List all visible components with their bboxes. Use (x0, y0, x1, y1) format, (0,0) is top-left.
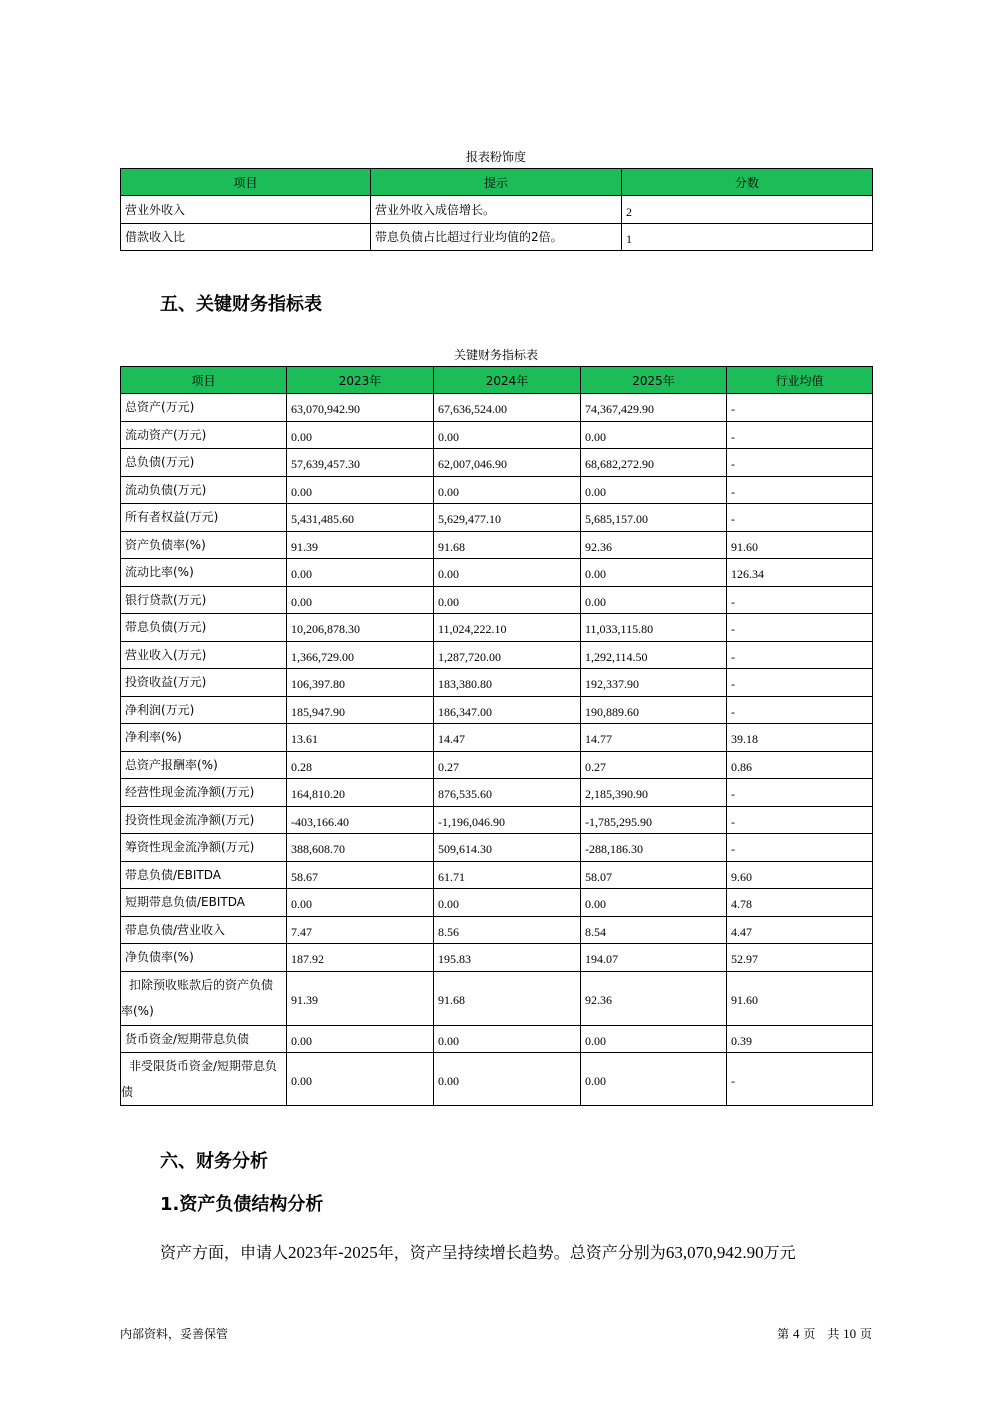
report-whitewash-table (120, 168, 873, 251)
table-row (121, 916, 873, 944)
footer-current-page: 4 (792, 1326, 800, 1341)
t2-cell: 9.60 (727, 861, 873, 889)
t2-cell: 0.00 (287, 476, 434, 504)
t2-cell: - (727, 394, 873, 422)
t1-cell: 营业外收入成倍增长。 (371, 196, 622, 224)
t1-header-hint: 提示 (371, 169, 622, 196)
table-row (121, 614, 873, 642)
table-row (121, 224, 873, 251)
section5-title: 五、关键财务指标表 (160, 294, 322, 315)
t2-cell: 0.00 (434, 1052, 581, 1105)
t2-cell: 1,292,114.50 (581, 641, 727, 669)
t2-cell: 0.00 (287, 1025, 434, 1052)
t2-header-2025: 2025年 (581, 367, 727, 394)
t2-cell: 8.56 (434, 916, 581, 944)
t2-cell: 1,287,720.00 (434, 641, 581, 669)
t2-cell: -403,166.40 (287, 806, 434, 834)
t2-cell: 61.71 (434, 861, 581, 889)
t2-cell: -1,785,295.90 (581, 806, 727, 834)
t2-cell: 0.00 (434, 586, 581, 614)
t2-cell: - (727, 669, 873, 697)
section6-title: 六、财务分析 (160, 1151, 268, 1172)
t2-cell: 62,007,046.90 (434, 449, 581, 477)
t2-cell: - (727, 1052, 873, 1105)
t2-cell: - (727, 779, 873, 807)
t2-cell: 4.78 (727, 889, 873, 917)
t2-row-label: 所有者权益(万元) (121, 504, 287, 532)
table-row (121, 586, 873, 614)
t2-cell: 1,366,729.00 (287, 641, 434, 669)
t2-row-label: 经营性现金流净额(万元) (121, 779, 287, 807)
table-row (121, 696, 873, 724)
t2-cell: 0.00 (434, 1025, 581, 1052)
t2-cell: 0.00 (434, 889, 581, 917)
t2-row-label: 带息负债/EBITDA (121, 861, 287, 889)
t2-cell: 388,608.70 (287, 834, 434, 862)
t2-cell: 7.47 (287, 916, 434, 944)
t2-row-label: 流动资产(万元) (121, 421, 287, 449)
analysis-paragraph (160, 1240, 796, 1263)
table-row (121, 559, 873, 587)
footer-total-pages: 10 (843, 1326, 857, 1341)
t2-cell: 0.27 (581, 751, 727, 779)
table1-caption: 报表粉饰度 (465, 150, 526, 164)
para-year-end: 2025 (343, 1243, 378, 1262)
t2-cell: - (727, 614, 873, 642)
t2-header-2023: 2023年 (287, 367, 434, 394)
t2-cell: 0.00 (287, 1052, 434, 1105)
footer-page-mid: 页 共 (803, 1327, 840, 1341)
t2-cell: 0.86 (727, 751, 873, 779)
t2-cell: 2,185,390.90 (581, 779, 727, 807)
section6-sub1-title: 1.资产负债结构分析 (160, 1194, 324, 1215)
t2-row-label: 营业收入(万元) (121, 641, 287, 669)
para-text: 资产方面，申请人 (160, 1243, 289, 1262)
footer-confidential: 内部资料，妥善保管 (120, 1327, 229, 1341)
t2-row-label: 非受限货币资金/短期带息负债 (121, 1052, 287, 1105)
footer-page-prefix: 第 (777, 1327, 790, 1341)
key-financial-indicators-table (120, 366, 873, 1106)
t2-cell: 5,685,157.00 (581, 504, 727, 532)
t2-cell: 0.00 (581, 559, 727, 587)
t2-cell: 0.00 (434, 421, 581, 449)
t1-header-score: 分数 (622, 169, 873, 196)
t2-cell: 92.36 (581, 531, 727, 559)
t2-row-label: 货币资金/短期带息负债 (121, 1025, 287, 1052)
para-total-assets: 63,070,942.90 (665, 1243, 764, 1262)
t2-row-label: 扣除预收账款后的资产负债率(%) (121, 971, 287, 1025)
para-text: 年- (322, 1243, 344, 1262)
footer-page-number (777, 1325, 872, 1342)
t2-row-label: 流动负债(万元) (121, 476, 287, 504)
t2-cell: 0.28 (287, 751, 434, 779)
t2-cell: 52.97 (727, 944, 873, 972)
t2-cell: 14.47 (434, 724, 581, 752)
table-row (121, 1025, 873, 1052)
table-row (121, 196, 873, 224)
table-row (121, 1052, 873, 1105)
t2-cell: 91.39 (287, 971, 434, 1025)
t2-cell: 57,639,457.30 (287, 449, 434, 477)
t2-cell: 192,337.90 (581, 669, 727, 697)
table-row (121, 806, 873, 834)
t1-header-item: 项目 (121, 169, 371, 196)
t2-cell: - (727, 834, 873, 862)
t1-cell: 2 (622, 196, 873, 224)
footer-page-suffix: 页 (859, 1327, 872, 1341)
t2-cell: - (727, 696, 873, 724)
t2-row-label: 带息负债(万元) (121, 614, 287, 642)
table2-caption: 关键财务指标表 (453, 348, 538, 362)
t2-cell: 185,947.90 (287, 696, 434, 724)
t2-cell: - (727, 421, 873, 449)
t2-cell: -288,186.30 (581, 834, 727, 862)
t2-cell: - (727, 504, 873, 532)
t2-row-label: 带息负债/营业收入 (121, 916, 287, 944)
t2-row-label: 投资收益(万元) (121, 669, 287, 697)
para-text: 万元 (763, 1243, 796, 1262)
t2-cell: 91.39 (287, 531, 434, 559)
t2-cell: - (727, 806, 873, 834)
t1-cell: 1 (622, 224, 873, 251)
t1-cell: 带息负债占比超过行业均值的2倍。 (371, 224, 622, 251)
t2-cell: 91.60 (727, 531, 873, 559)
t2-cell: 0.00 (287, 421, 434, 449)
para-year-start: 2023 (288, 1243, 323, 1262)
t2-cell: 186,347.00 (434, 696, 581, 724)
t2-cell: 11,033,115.80 (581, 614, 727, 642)
table-row (121, 421, 873, 449)
t2-cell: -1,196,046.90 (434, 806, 581, 834)
table-row (121, 751, 873, 779)
t2-cell: 8.54 (581, 916, 727, 944)
t2-cell: 91.60 (727, 971, 873, 1025)
t2-header-2024: 2024年 (434, 367, 581, 394)
table-row (121, 779, 873, 807)
t2-cell: 63,070,942.90 (287, 394, 434, 422)
t2-cell: 195.83 (434, 944, 581, 972)
t2-row-label: 资产负债率(%) (121, 531, 287, 559)
t2-cell: 5,431,485.60 (287, 504, 434, 532)
t2-cell: 4.47 (727, 916, 873, 944)
t2-row-label: 总资产报酬率(%) (121, 751, 287, 779)
t2-cell: 0.00 (581, 889, 727, 917)
t2-cell: 0.00 (287, 586, 434, 614)
t2-cell: 14.77 (581, 724, 727, 752)
table-row (121, 449, 873, 477)
table-row (121, 971, 873, 1025)
t2-cell: 11,024,222.10 (434, 614, 581, 642)
table-row (121, 476, 873, 504)
t2-cell: 876,535.60 (434, 779, 581, 807)
t2-cell: 0.00 (581, 1025, 727, 1052)
t2-cell: - (727, 586, 873, 614)
para-text: 年，资产呈持续增长趋势。总资产分别为 (377, 1243, 666, 1262)
t2-row-label: 总负债(万元) (121, 449, 287, 477)
t2-cell: 74,367,429.90 (581, 394, 727, 422)
t2-cell: - (727, 641, 873, 669)
t1-cell: 营业外收入 (121, 196, 371, 224)
t2-row-label: 投资性现金流净额(万元) (121, 806, 287, 834)
t2-row-label: 净负债率(%) (121, 944, 287, 972)
t2-cell: 126.34 (727, 559, 873, 587)
t2-header-industry-avg: 行业均值 (727, 367, 873, 394)
t2-cell: 10,206,878.30 (287, 614, 434, 642)
t2-cell: 0.00 (581, 586, 727, 614)
t2-row-label: 净利率(%) (121, 724, 287, 752)
t2-cell: 187.92 (287, 944, 434, 972)
t2-cell: 106,397.80 (287, 669, 434, 697)
t2-cell: 183,380.80 (434, 669, 581, 697)
table-row (121, 669, 873, 697)
table-row (121, 889, 873, 917)
t2-cell: - (727, 449, 873, 477)
t2-cell: 67,636,524.00 (434, 394, 581, 422)
t2-row-label: 总资产(万元) (121, 394, 287, 422)
t2-cell: 39.18 (727, 724, 873, 752)
t2-cell: 91.68 (434, 971, 581, 1025)
table-row (121, 834, 873, 862)
table-row (121, 724, 873, 752)
t2-cell: 164,810.20 (287, 779, 434, 807)
t2-cell: 5,629,477.10 (434, 504, 581, 532)
t2-row-label: 筹资性现金流净额(万元) (121, 834, 287, 862)
t2-cell: 509,614.30 (434, 834, 581, 862)
t2-cell: 0.00 (581, 476, 727, 504)
t2-cell: 0.00 (434, 476, 581, 504)
t2-cell: 58.07 (581, 861, 727, 889)
t2-cell: 0.00 (287, 889, 434, 917)
table-row (121, 504, 873, 532)
t2-row-label: 短期带息负债/EBITDA (121, 889, 287, 917)
t2-cell: 0.27 (434, 751, 581, 779)
t2-cell: 0.00 (287, 559, 434, 587)
t2-cell: - (727, 476, 873, 504)
t1-cell: 借款收入比 (121, 224, 371, 251)
t2-cell: 194.07 (581, 944, 727, 972)
t2-header-item: 项目 (121, 367, 287, 394)
t2-row-label: 净利润(万元) (121, 696, 287, 724)
t2-cell: 190,889.60 (581, 696, 727, 724)
table-row (121, 641, 873, 669)
t2-cell: 0.00 (434, 559, 581, 587)
t2-cell: 0.00 (581, 421, 727, 449)
t2-cell: 0.00 (581, 1052, 727, 1105)
t2-cell: 58.67 (287, 861, 434, 889)
t2-cell: 13.61 (287, 724, 434, 752)
table-row (121, 394, 873, 422)
t2-cell: 92.36 (581, 971, 727, 1025)
table-row (121, 861, 873, 889)
t2-cell: 0.39 (727, 1025, 873, 1052)
t2-cell: 68,682,272.90 (581, 449, 727, 477)
t2-row-label: 银行贷款(万元) (121, 586, 287, 614)
t2-row-label: 流动比率(%) (121, 559, 287, 587)
table-row (121, 531, 873, 559)
t2-cell: 91.68 (434, 531, 581, 559)
table-row (121, 944, 873, 972)
